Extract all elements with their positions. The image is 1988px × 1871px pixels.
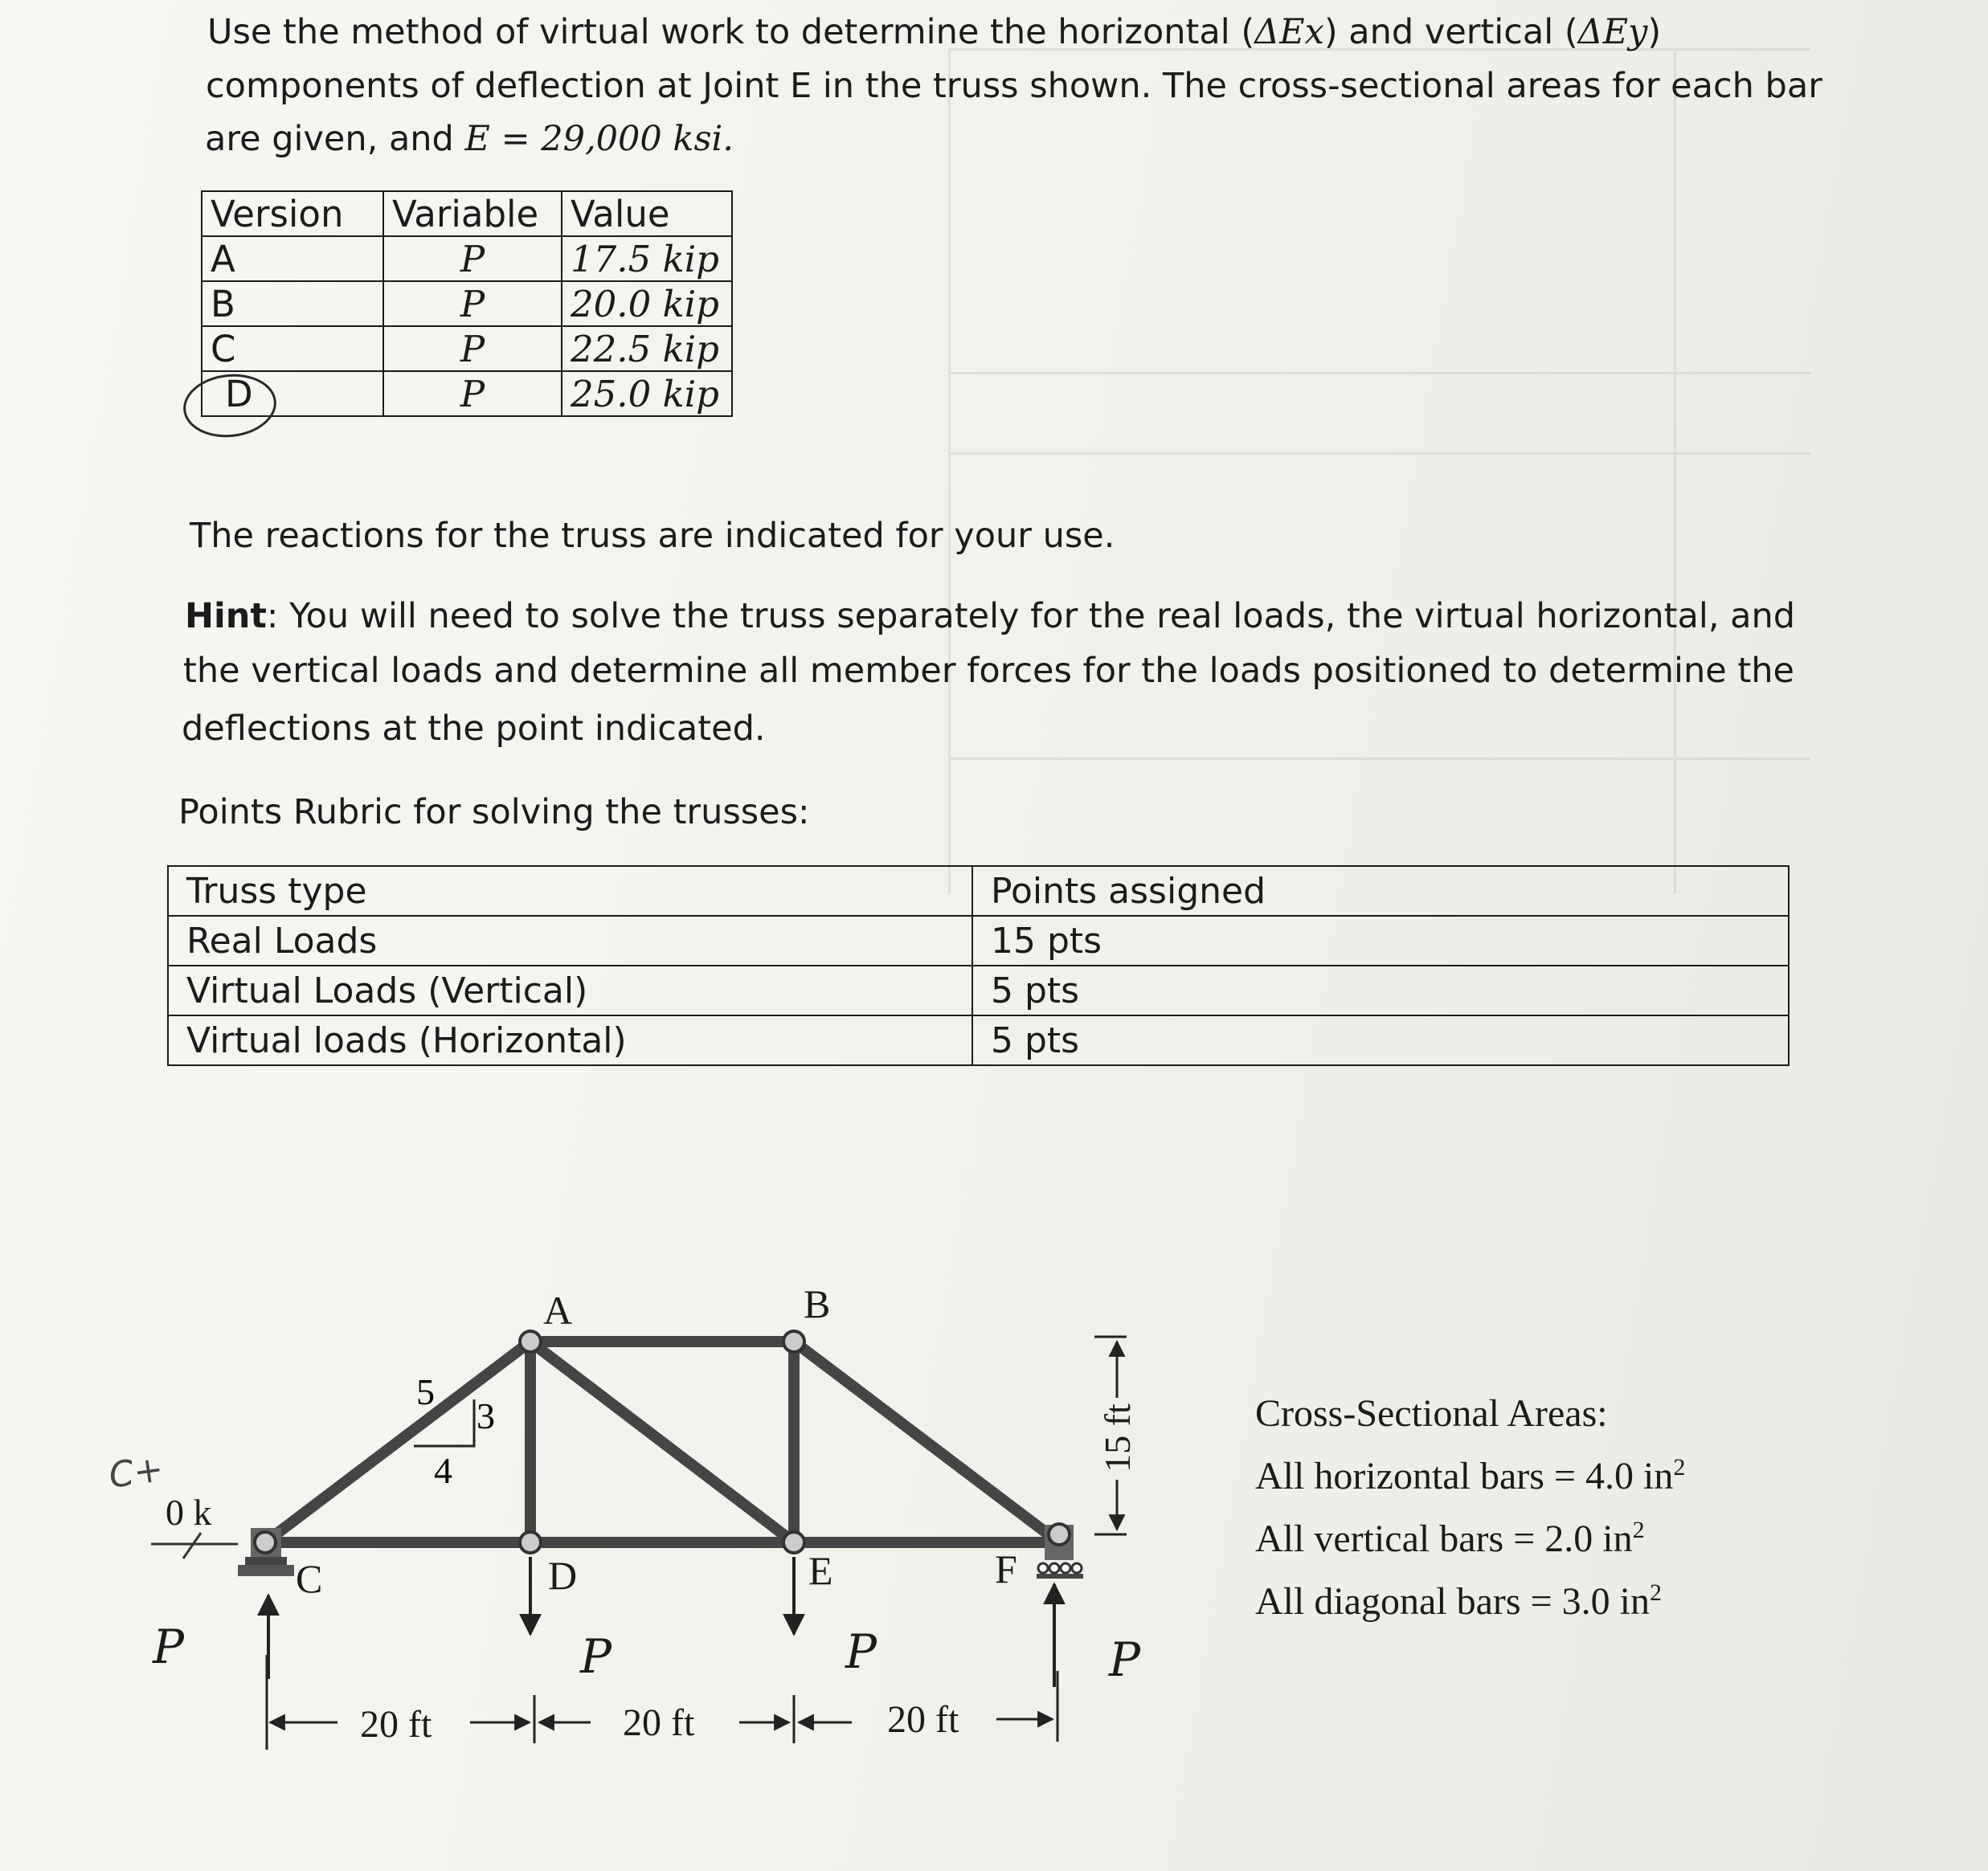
variable-cell: P — [383, 281, 562, 326]
handwritten-zero-k: 0 k — [166, 1492, 212, 1533]
span-label-de: 20 ft — [623, 1701, 695, 1744]
table-row — [168, 866, 1789, 916]
joint-label-e: E — [808, 1548, 833, 1593]
cross-sectional-areas — [1255, 1387, 1685, 1628]
slope-label-run: 4 — [434, 1450, 452, 1491]
value-cell: 20.0 kip — [562, 281, 732, 326]
reaction-label-f: P — [1109, 1632, 1141, 1687]
height-label: 15 ft — [1097, 1403, 1138, 1473]
intro-line-1: Use the method of virtual work to determine the horizontal (ΔEx) and vertical (ΔEy) — [207, 12, 1662, 52]
table-row — [202, 236, 732, 281]
handwritten-notes — [106, 1448, 238, 1558]
joint-label-c: C — [296, 1556, 323, 1601]
handwritten-c-plus: C+ — [106, 1448, 166, 1497]
rubric-title: Points Rubric for solving the trusses: — [178, 792, 810, 832]
rubric-cell: Points assigned — [972, 866, 1789, 916]
joint-label-f: F — [995, 1546, 1017, 1591]
table-row — [168, 966, 1789, 1015]
pin-support-c — [238, 1528, 294, 1576]
joint-a-pin — [520, 1331, 541, 1352]
areas-title: Cross-Sectional Areas: — [1255, 1392, 1608, 1435]
slope-label-rise: 3 — [477, 1395, 495, 1436]
load-arrows — [268, 1557, 1054, 1687]
version-cell: C — [202, 326, 383, 371]
value-cell: 17.5 kip — [562, 236, 732, 281]
load-label-e: P — [845, 1624, 877, 1679]
table-row — [202, 281, 732, 326]
height-dimension — [1094, 1337, 1138, 1534]
joint-b-pin — [783, 1331, 804, 1352]
header-version: Version — [202, 191, 383, 236]
intro-line-2: components of deflection at Joint E in the truss shown. The cross-sectional areas for each bar — [206, 66, 1822, 106]
joint-label-a: A — [543, 1288, 573, 1333]
slope-label-hyp: 5 — [416, 1371, 435, 1412]
rubric-cell: Real Loads — [168, 916, 972, 966]
variable-cell: P — [383, 236, 562, 281]
hint-line-1: Hint: You will need to solve the truss separately for the real loads, the virtual horizontal, and — [185, 596, 1796, 636]
areas-diagonal: All diagonal bars = 3.0 $in^2$ — [1255, 1579, 1662, 1623]
truss-members — [265, 1342, 1059, 1542]
reactions-note: The reactions for the truss are indicated for your use. — [190, 516, 1115, 556]
rubric-cell: Truss type — [168, 866, 972, 916]
header-value: Value — [562, 191, 732, 236]
versions-table — [201, 190, 733, 417]
span-label-ef: 20 ft — [887, 1698, 959, 1741]
joint-label-d: D — [548, 1553, 578, 1598]
reaction-label-c: P — [153, 1620, 185, 1674]
table-row — [202, 326, 732, 371]
areas-vertical: All vertical bars = 2.0 $in^2$ — [1255, 1517, 1645, 1560]
rubric-cell: 5 pts — [972, 1015, 1789, 1065]
hint-line-3: deflections at the point indicated. — [182, 709, 766, 749]
value-cell: 22.5 kip — [562, 326, 732, 371]
joint-d-pin — [520, 1532, 541, 1553]
joint-e-pin — [783, 1532, 804, 1553]
versions-table-header — [202, 191, 732, 236]
member-bf — [794, 1342, 1059, 1542]
table-row — [168, 1015, 1789, 1065]
table-row — [202, 371, 732, 416]
rubric-cell: 15 pts — [972, 916, 1789, 966]
version-cell: A — [202, 236, 383, 281]
variable-cell: P — [383, 371, 562, 416]
table-row — [168, 916, 1789, 966]
truss-diagram — [0, 1205, 1221, 1783]
areas-horizontal: All horizontal bars = 4.0 $in^2$ — [1255, 1454, 1686, 1497]
version-cell: D — [202, 371, 383, 416]
span-labels — [360, 1698, 959, 1746]
rubric-table — [167, 865, 1790, 1066]
version-cell: B — [202, 281, 383, 326]
member-ca — [265, 1342, 530, 1542]
rubric-cell: Virtual Loads (Vertical) — [168, 966, 972, 1015]
rubric-cell: Virtual loads (Horizontal) — [168, 1015, 972, 1065]
value-cell: 25.0 kip — [562, 371, 732, 416]
member-ae — [530, 1342, 794, 1542]
hint-line-2: the vertical loads and determine all member forces for the loads positioned to determine the — [183, 651, 1794, 691]
header-variable: Variable — [383, 191, 562, 236]
load-label-d: P — [580, 1629, 612, 1684]
span-label-cd: 20 ft — [360, 1703, 432, 1746]
joint-label-b: B — [804, 1281, 831, 1326]
variable-cell: P — [383, 326, 562, 371]
intro-line-3: are given, and E = 29,000 ksi. — [205, 119, 734, 159]
rubric-cell: 5 pts — [972, 966, 1789, 1015]
load-labels — [152, 1620, 1141, 1687]
slope-indicator — [414, 1371, 495, 1491]
